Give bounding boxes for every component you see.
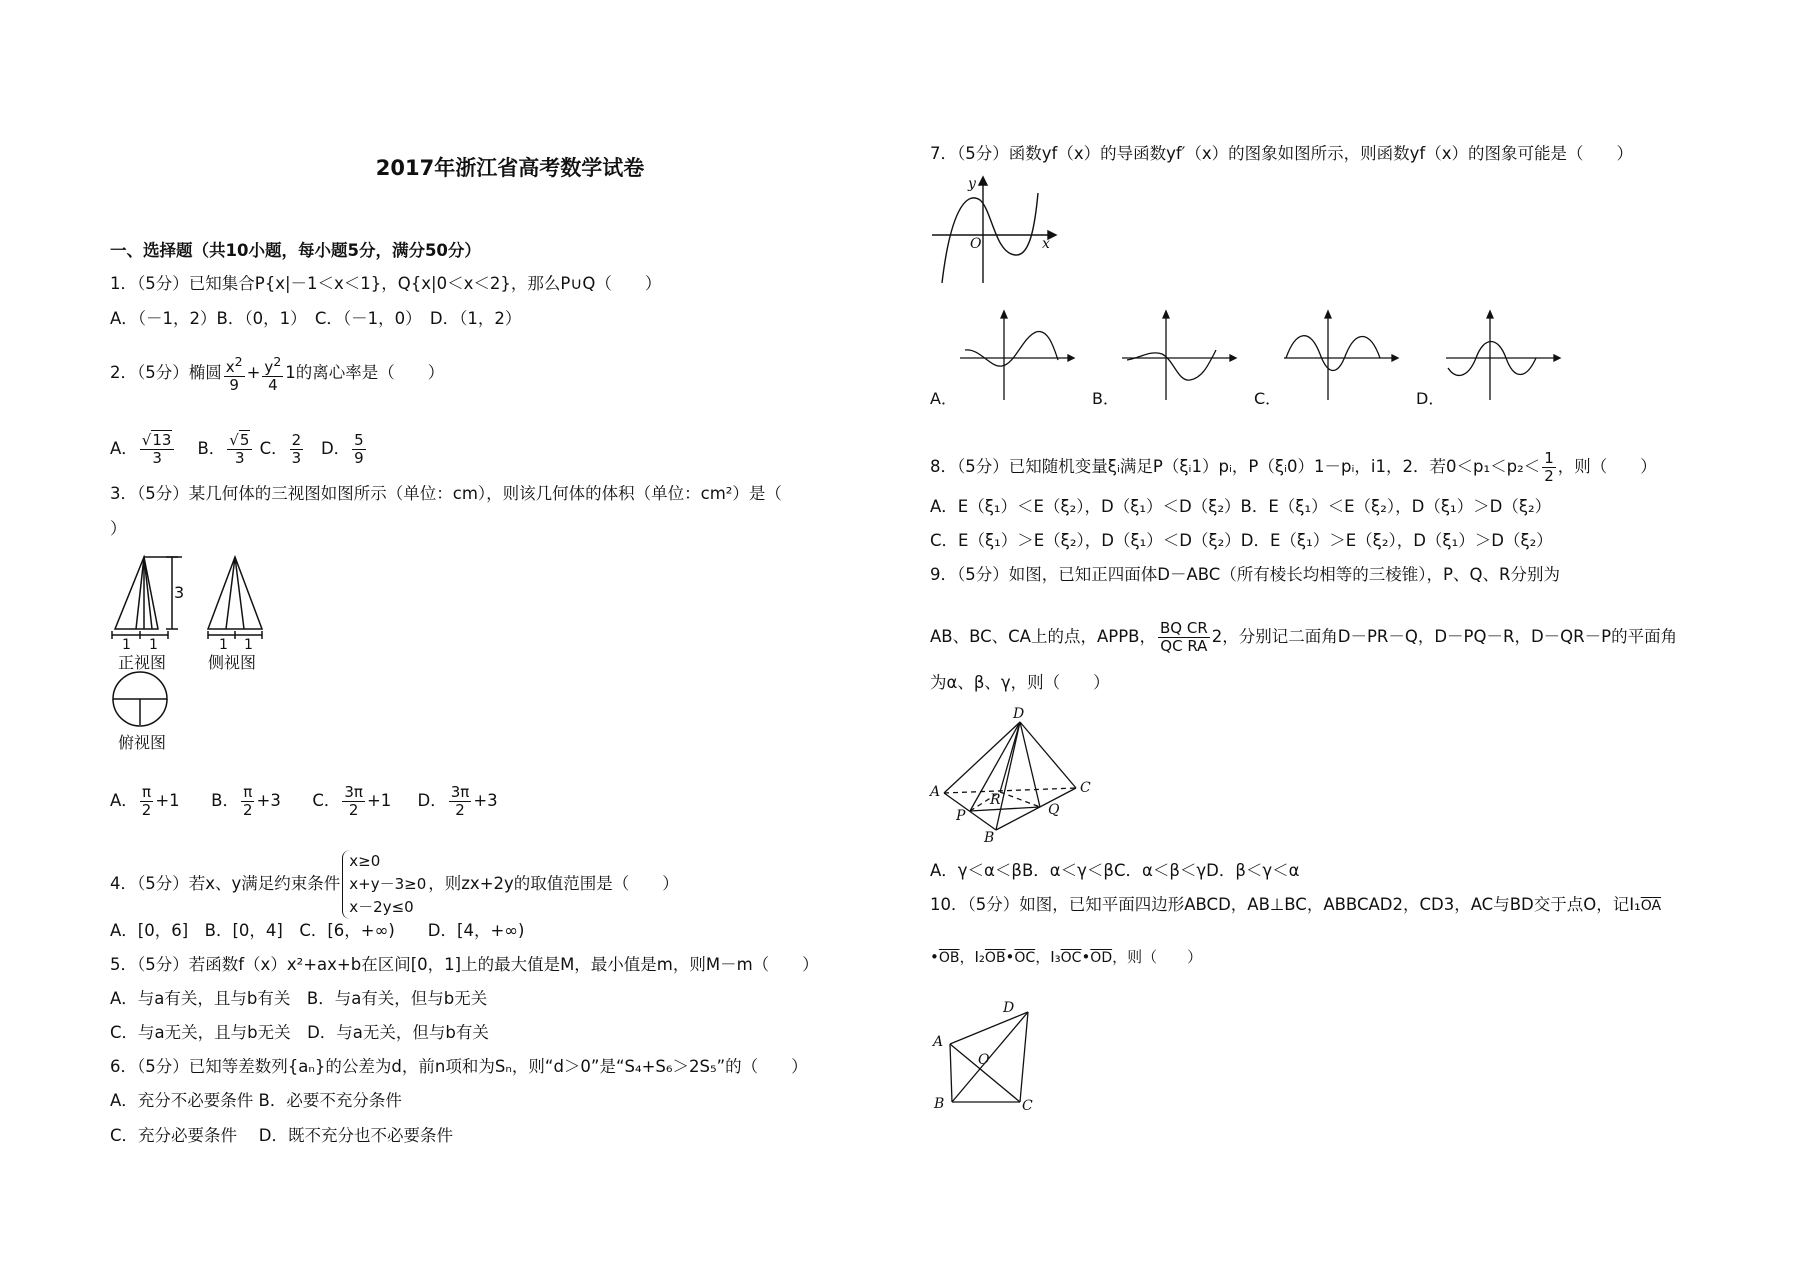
q5-options-2: C．与a无关，且与b无关 D．与a无关，但与b有关 bbox=[110, 1023, 489, 1042]
q3-options: A． $\frac{\pi}{2}$ +1 B． $\frac{\pi}{2}$ +3 C． $\frac{3\pi}{2}$ +1 D． $\frac{3\pi}{2}$ +3 bbox=[110, 783, 498, 819]
q5-options-1: A．与a有关，且与b有关 B．与a有关，但与b无关 bbox=[110, 989, 488, 1008]
width-label-2: 1 bbox=[149, 637, 158, 653]
q6-options-1: A．充分不必要条件 B．必要不充分条件 bbox=[110, 1091, 402, 1110]
paper-title: 2017年浙江省高考数学试卷 bbox=[375, 156, 645, 180]
width-label-4: 1 bbox=[244, 637, 253, 653]
q9-stem-1: 9．（5分）如图，已知正四面体D－ABC（所有棱长均相等的三棱锥），P、Q、R分别为 bbox=[930, 565, 1560, 584]
q7-main-o: O bbox=[970, 236, 982, 252]
q5-stem: 5．（5分）若函数f（x）x²+ax+b在区间[0，1]上的最大值是M，最小值是m，则M－m（ ） bbox=[110, 955, 819, 974]
point-p: P bbox=[956, 808, 966, 824]
vertex-d: D bbox=[1013, 706, 1025, 722]
height-label: 3 bbox=[174, 583, 185, 602]
quad-point-o: O bbox=[978, 1052, 990, 1068]
vertex-c: C bbox=[1080, 780, 1091, 796]
q8-options-2: C．E（ξ₁）＞E（ξ₂），D（ξ₁）＜D（ξ₂）D．E（ξ₁）＞E（ξ₂），D（ξ₁）＞D（ξ₂） bbox=[930, 531, 1553, 550]
quad-vertex-b: B bbox=[934, 1096, 945, 1112]
point-r: R bbox=[990, 792, 1001, 808]
width-label-1: 1 bbox=[122, 637, 131, 653]
q1-options: A．（－1，2）B．（0，1） C．（－1，0） D．（1，2） bbox=[110, 309, 522, 328]
q2-stem: 2．（5分）椭圆 $\frac{x^2}{9}$ + $\frac{y^2}{4}$ 1的离心率是（ ） bbox=[110, 354, 445, 394]
q9-stem-2: AB、BC、CA上的点，APPB， $\frac{\text{BQ CR}}{\text{QC RA}}$ 2，分别记二面角D－PR－Q，D－PQ－R，D－QR－P的平面角 bbox=[930, 619, 1678, 655]
q7-option-c: C． bbox=[1254, 389, 1282, 408]
width-label-3: 1 bbox=[219, 637, 228, 653]
quad-vertex-a: A bbox=[933, 1034, 944, 1050]
q7-option-b: B． bbox=[1092, 389, 1119, 408]
q3-stem-close: ） bbox=[110, 519, 127, 538]
point-q: Q bbox=[1048, 802, 1060, 818]
q1-stem: 1．（5分）已知集合P{x|－1＜x＜1}，Q{x|0＜x＜2}，那么P∪Q（ ） bbox=[110, 274, 662, 293]
q6-options-2: C．充分必要条件 D．既不充分也不必要条件 bbox=[110, 1126, 453, 1145]
q10-stem-2: $•\overline{OB}$，$I_2\overline{OB}•\overline{OC}$，$I_3\overline{OC}•\overline{OD}$，则（ ） bbox=[930, 948, 1203, 966]
q4-options: A．[0，6] B．[0，4] C．[6，+∞) D．[4，+∞) bbox=[110, 921, 525, 940]
tetrahedron-figure bbox=[930, 708, 1110, 848]
derivative-graph bbox=[930, 175, 1070, 285]
q8-stem: 8．（5分）已知随机变量ξᵢ满足P（ξᵢ1）pᵢ，P（ξᵢ0）1－pᵢ，i1，2．若0＜p₁＜p₂＜ $\frac{1}{2}$ ，则（ ） bbox=[930, 449, 1657, 485]
quad-vertex-c: C bbox=[1022, 1098, 1033, 1114]
q7-stem: 7．（5分）函数yf（x）的导函数yf′（x）的图象如图所示，则函数yf（x）的图象可能是（ ） bbox=[930, 144, 1634, 163]
quad-vertex-d: D bbox=[1003, 1000, 1015, 1016]
q9-options: A．γ＜α＜βB．α＜γ＜βC．α＜β＜γD．β＜γ＜α bbox=[930, 861, 1300, 880]
vertex-b: B bbox=[984, 830, 995, 846]
section-heading: 一、选择题（共10小题，每小题5分，满分50分） bbox=[110, 241, 481, 260]
vertex-a: A bbox=[930, 784, 941, 800]
q7-main-x: x bbox=[1042, 236, 1050, 252]
q7-main-y: y bbox=[968, 176, 976, 192]
front-view-label: 正视图 bbox=[118, 653, 167, 672]
q7-option-a: A． bbox=[930, 389, 957, 408]
q6-stem: 6．（5分）已知等差数列{aₙ}的公差为d，前n项和为Sₙ，则“d＞0”是“S₄+S₆＞2S₅”的（ ） bbox=[110, 1057, 808, 1076]
q9-stem-3: 为α、β、γ，则（ ） bbox=[930, 673, 1110, 692]
q10-stem-1: 10．（5分）如图，已知平面四边形ABCD，AB⊥BC，ABBCAD2，CD3，AC与BD交于点O，记$I_1\overline{OA}$ bbox=[930, 895, 1662, 914]
q2-options: A． $\frac{√13}{3}$ B． $\frac{√5}{3}$ C． $\frac{2}{3}$ D． $\frac{5}{9}$ bbox=[110, 431, 364, 467]
q3-stem: 3．（5分）某几何体的三视图如图所示（单位：cm），则该几何体的体积（单位：cm²）是（ bbox=[110, 484, 782, 503]
top-view-label: 俯视图 bbox=[118, 733, 167, 752]
side-view-label: 侧视图 bbox=[208, 653, 257, 672]
q7-option-d: D． bbox=[1416, 389, 1445, 408]
q8-options-1: A．E（ξ₁）＜E（ξ₂），D（ξ₁）＜D（ξ₂）B．E（ξ₁）＜E（ξ₂），D（ξ₁）＞D（ξ₂） bbox=[930, 497, 1552, 516]
q4-stem: 4．（5分）若x、y满足约束条件 x≥0 x+y－3≥0 x－2y≤0 ，则zx+2y的取值范围是（ ） bbox=[110, 850, 679, 919]
